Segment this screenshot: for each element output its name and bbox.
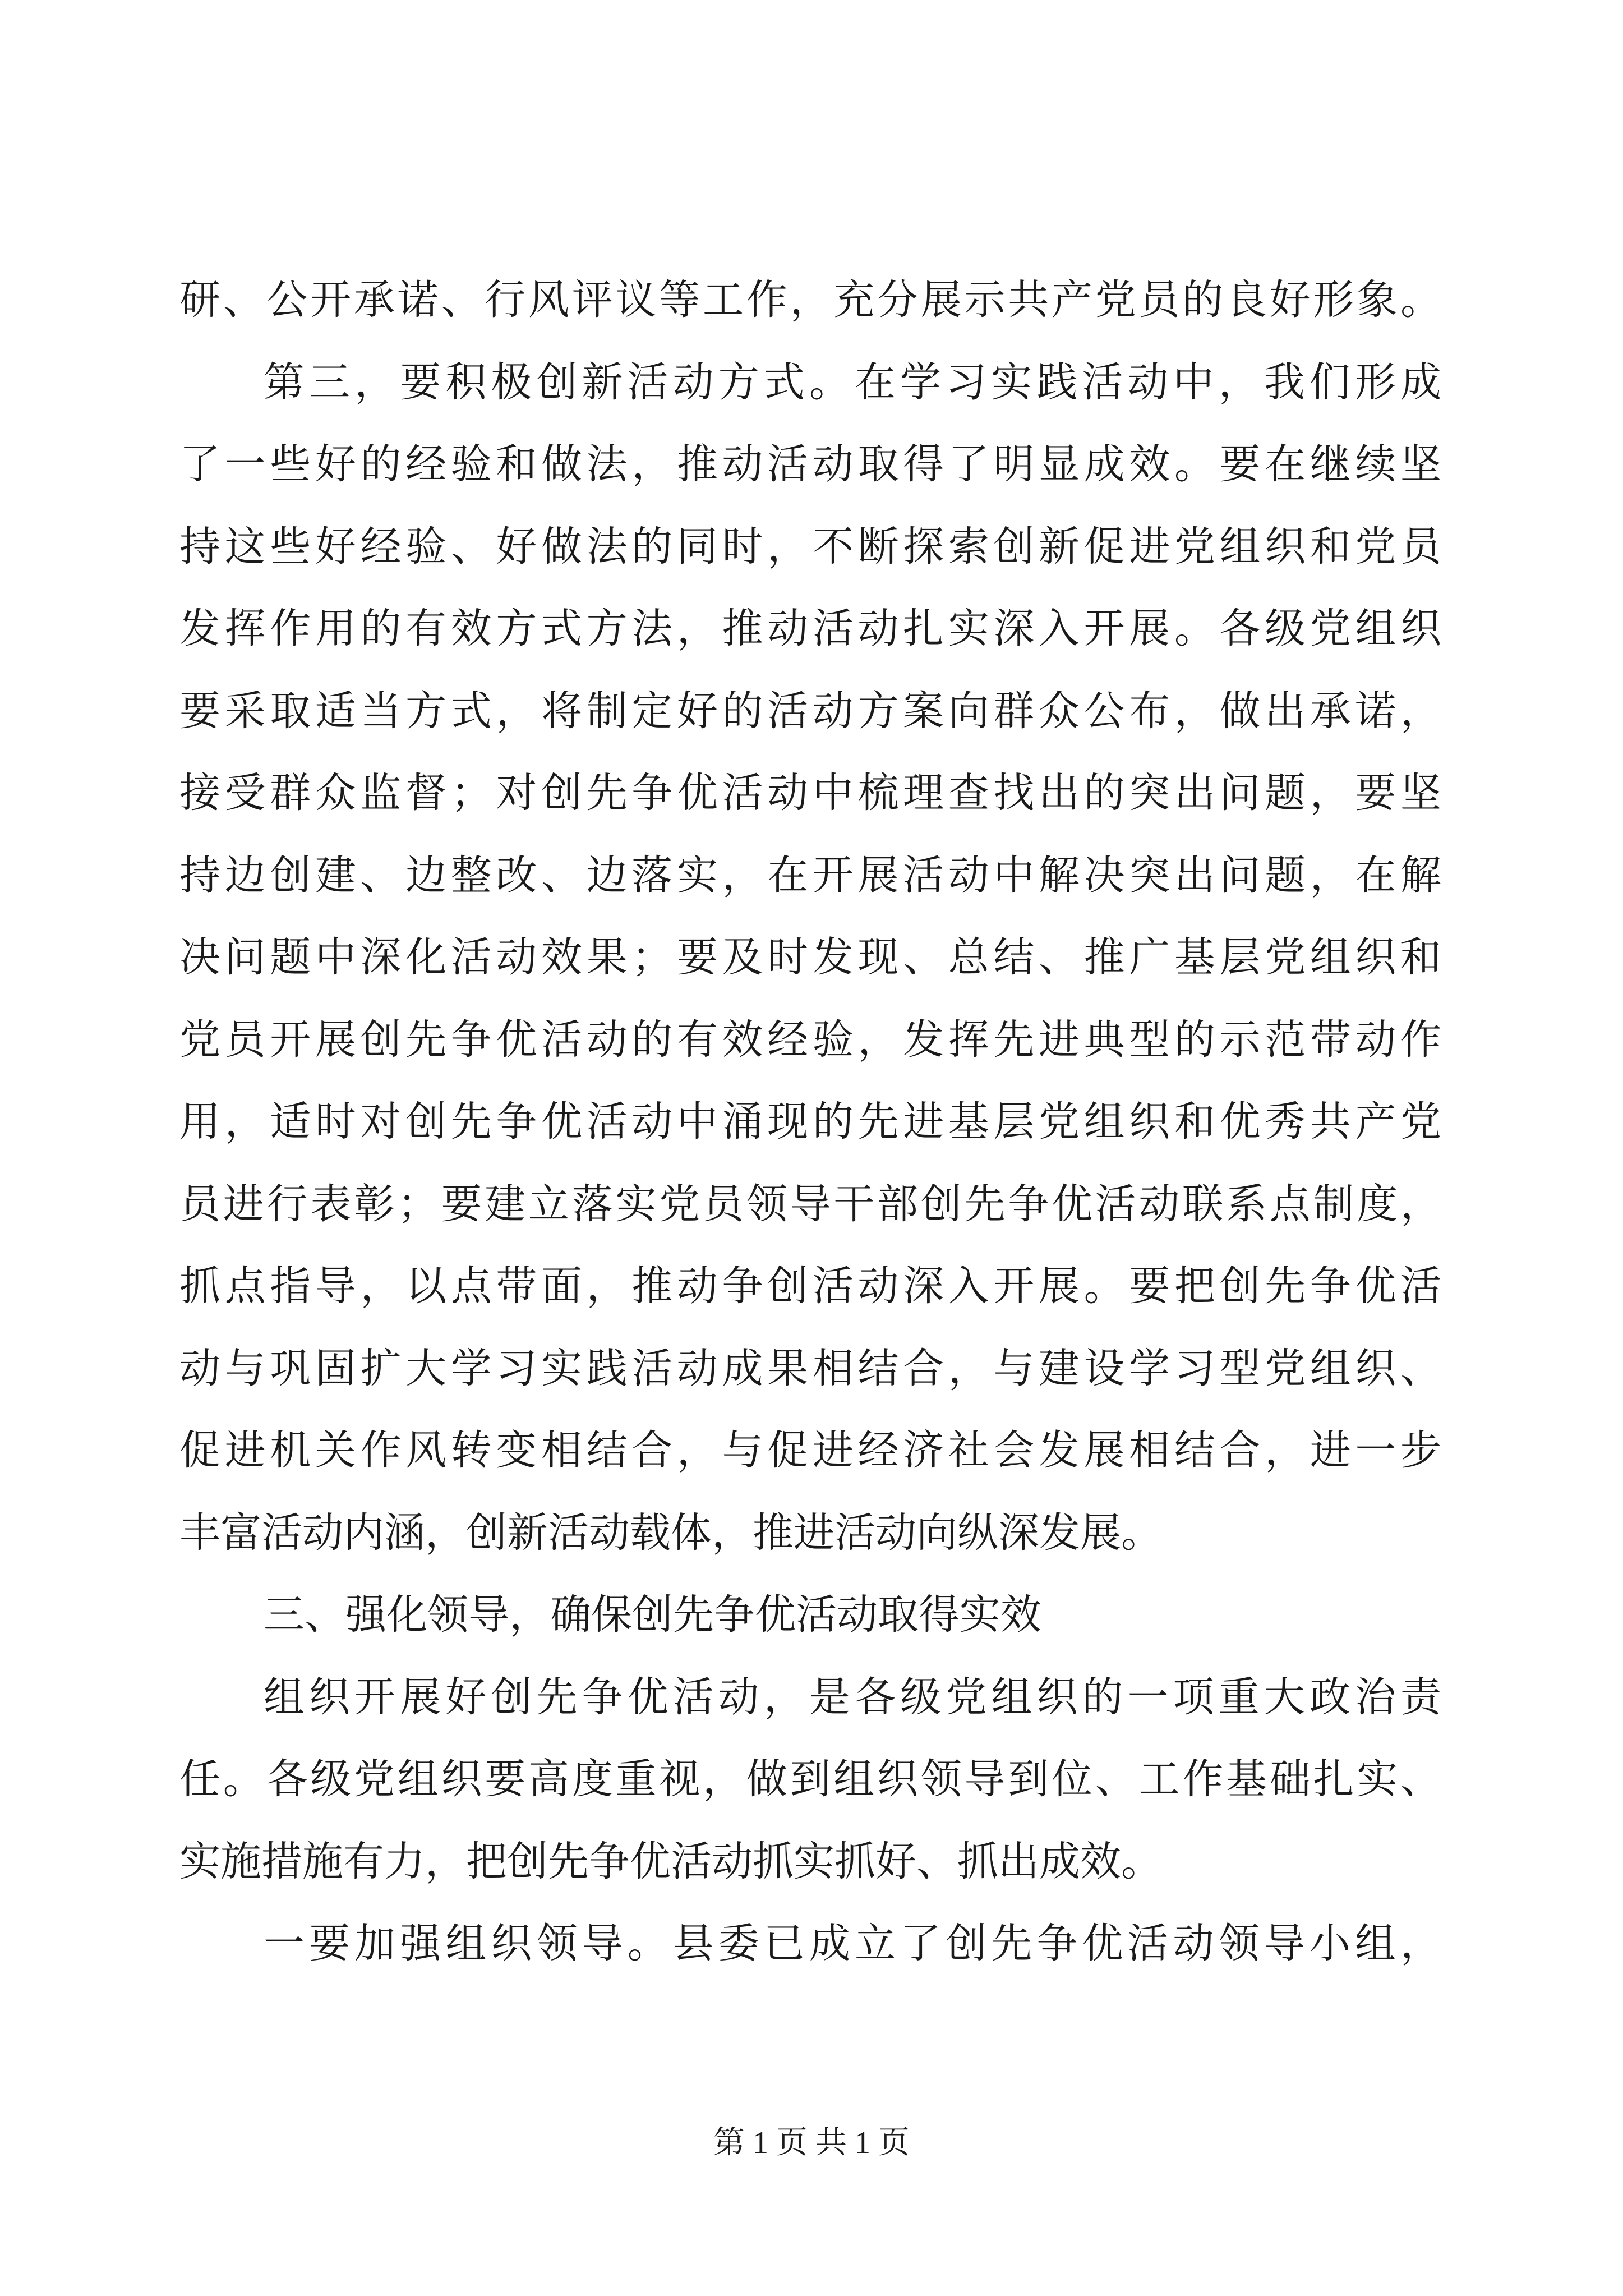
text-line: 持边创建、边整改、边落实，在开展活动中解决突出问题，在解 xyxy=(179,851,1441,899)
text-line: 实施措施有力，把创先争优活动抓实抓好、抓出成效。 xyxy=(179,1837,1162,1885)
text-line: 决问题中深化活动效果；要及时发现、总结、推广基层党组织和 xyxy=(179,933,1441,981)
page-footer: 第 1 页 共 1 页 xyxy=(713,2125,910,2160)
text-line: 研、公开承诺、行风评议等工作，充分展示共产党员的良好形象。 xyxy=(179,276,1441,324)
text-line: 促进机关作风转变相结合，与促进经济社会发展相结合，进一步 xyxy=(179,1427,1441,1474)
text-line: 了一些好的经验和做法，推动活动取得了明显成效。要在继续坚 xyxy=(179,440,1441,488)
text-line: 用，适时对创先争优活动中涌现的先进基层党组织和优秀共产党 xyxy=(179,1098,1441,1145)
text-line: 接受群众监督；对创先争优活动中梳理查找出的突出问题，要坚 xyxy=(179,769,1441,817)
text-line: 任。各级党组织要高度重视，做到组织领导到位、工作基础扎实、 xyxy=(179,1755,1441,1803)
text-line: 抓点指导，以点带面，推动争创活动深入开展。要把创先争优活 xyxy=(179,1262,1441,1310)
text-line: 要采取适当方式，将制定好的活动方案向群众公布，做出承诺， xyxy=(179,687,1441,735)
section-heading: 三、强化领导，确保创先争优活动取得实效 xyxy=(264,1591,1041,1639)
text-line: 第三，要积极创新活动方式。在学习实践活动中，我们形成 xyxy=(264,358,1441,406)
text-line: 一要加强组织领导。县委已成立了创先争优活动领导小组， xyxy=(264,1920,1441,1967)
text-line: 组织开展好创先争优活动，是各级党组织的一项重大政治责 xyxy=(264,1673,1441,1721)
text-line: 动与巩固扩大学习实践活动成果相结合，与建设学习型党组织、 xyxy=(179,1344,1441,1392)
document-body xyxy=(179,259,1441,1985)
text-line: 持这些好经验、好做法的同时，不断探索创新促进党组织和党员 xyxy=(179,522,1441,570)
text-line: 发挥作用的有效方式方法，推动活动扎实深入开展。各级党组织 xyxy=(179,605,1441,652)
text-line: 员进行表彰；要建立落实党员领导干部创先争优活动联系点制度， xyxy=(179,1180,1441,1228)
text-line: 丰富活动内涵，创新活动载体，推进活动向纵深发展。 xyxy=(179,1508,1162,1557)
text-line: 党员开展创先争优活动的有效经验，发挥先进典型的示范带动作 xyxy=(179,1015,1441,1064)
